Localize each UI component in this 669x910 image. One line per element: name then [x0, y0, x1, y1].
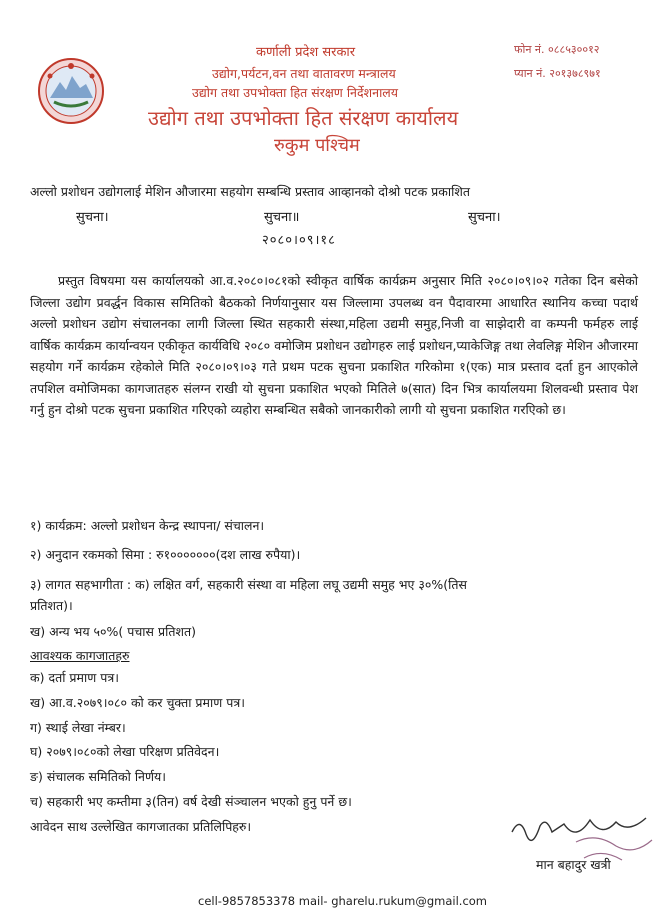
header-province: कर्णाली प्रदेश सरकार — [256, 45, 356, 60]
notice-date: २०८०।०९।१८ — [262, 233, 336, 248]
document-item: घ) २०७९।०८०को लेखा परिक्षण प्रतिवेदन। — [30, 744, 220, 759]
emblem-logo-icon — [36, 56, 106, 126]
document-item: क) दर्ता प्रमाण पत्र। — [30, 670, 119, 685]
subject-line: अल्लो प्रशोधन उद्योगलाई मेशिन औजारमा सहयोग सम्बन्धि प्रस्ताव आव्हानको दोश्रो पटक प्रकाशित — [30, 184, 470, 199]
header-ministry: उद्योग,पर्यटन,वन तथा वातावरण मन्त्रालय — [212, 66, 396, 81]
notice-label-2: सुचना॥ — [264, 210, 300, 225]
document-item: आवेदन साथ उल्लेखित कागजातका प्रतिलिपिहरु। — [30, 819, 252, 834]
header-district: रुकुम पश्चिम — [274, 135, 360, 156]
notice-label-1: सुचना। — [76, 210, 109, 225]
document-item: ख) आ.व.२०७९।०८० को कर चुक्ता प्रमाण पत्र। — [30, 695, 246, 710]
header-phone: फोन नं. ०८८५३००१२ — [514, 43, 600, 56]
document-item: ङ) संचालक समितिको निर्णय। — [30, 769, 167, 784]
header-office: उद्योग तथा उपभोक्ता हित संरक्षण कार्यालय — [148, 106, 459, 130]
document-item: ग) स्थाई लेखा नंम्बर। — [30, 720, 126, 735]
header-directorate: उद्योग तथा उपभोक्ता हित संरक्षण निर्देशनालय — [192, 85, 399, 100]
body-paragraph: प्रस्तुत विषयमा यस कार्यालयको आ.व.२०८०।०८१को स्वीकृत वार्षिक कार्यक्रम अनुसार मिति २०८०।०९।०२ गतेका दिन बसेको जिल्ला उद्योग प्रवर्द्धन विकास समितिको बैठकको निर्णयानुसार यस जिल्लामा उपलब्ध वन पैदावारमा आधारित स्थानिय कच्चा पदार्थ अल्लो प्रशोधन उद्योग संचालनका लागी जिल्ला स्थित सहकारी संस्था,महिला उद्यमी समुह,निजी वा साझेदारी वा कम्पनी फर्महरु लाई वार्षिक कार्यक्रम कार्यान्वयन एकीकृत कार्यविधि २०८० वमोजिम प्रशोधन उद्योगहरु लाई प्रशोधन,प्याकेजिङ्ग तथा लेवलिङ्ग मेशिन औजारमा सहयोग गर्ने कार्यक्रम रहेकोले मिति २०८०।०९।०३ गते प्रथम पटक सुचना प्रकाशित गरिकोमा १(एक) मात्र प्रस्ताव दर्ता हुन आएकोले तपशिल वमोजिमका कागजातहरु संलग्न राखी यो सुचना प्रकाशित भएको मितिले ७(सात) दिन भित्र कार्यालयमा शिलवन्धी प्रस्ताव पेश गर्नु हुन दोश्रो पटक सुचना प्रकाशित गरिएको व्यहोरा सम्बन्धित सबैको जानकारीको लागी यो सुचना प्रकाशित गरएिको छ। — [30, 273, 638, 417]
signatory-name: मान बहादुर खत्री — [536, 857, 611, 872]
header-fax: प्यान नं. २०१३७८९७१ — [514, 67, 601, 80]
item-cost-share-cont: प्रतिशत)। — [30, 598, 73, 613]
notice-label-3: सुचना। — [468, 210, 501, 225]
document-item: च) सहकारी भए कम्तीमा ३(तिन) वर्ष देखी संञ्चालन भएको हुनु पर्ने छ। — [30, 794, 352, 809]
item-cost-share-other: ख) अन्य भय ५०%( पचास प्रतिशत) — [30, 624, 196, 639]
item-grant-limit: २) अनुदान रकमको सिमा : रु१०००००००(दश लाख रुपैया)। — [30, 547, 301, 562]
documents-heading: आवश्यक कागजातहरु — [30, 648, 130, 663]
item-program: १) कार्यक्रम: अल्लो प्रशोधन केन्द्र स्थापना/ संचालन। — [30, 518, 265, 533]
item-cost-share: ३) लागत सहभागीता : क) लक्षित वर्ग, सहकारी संस्था वा महिला लघू उद्यमी समुह भए ३०%(तिस — [30, 577, 467, 592]
footer-contact: cell-9857853378 mail- gharelu.rukum@gmail.com — [198, 894, 487, 908]
